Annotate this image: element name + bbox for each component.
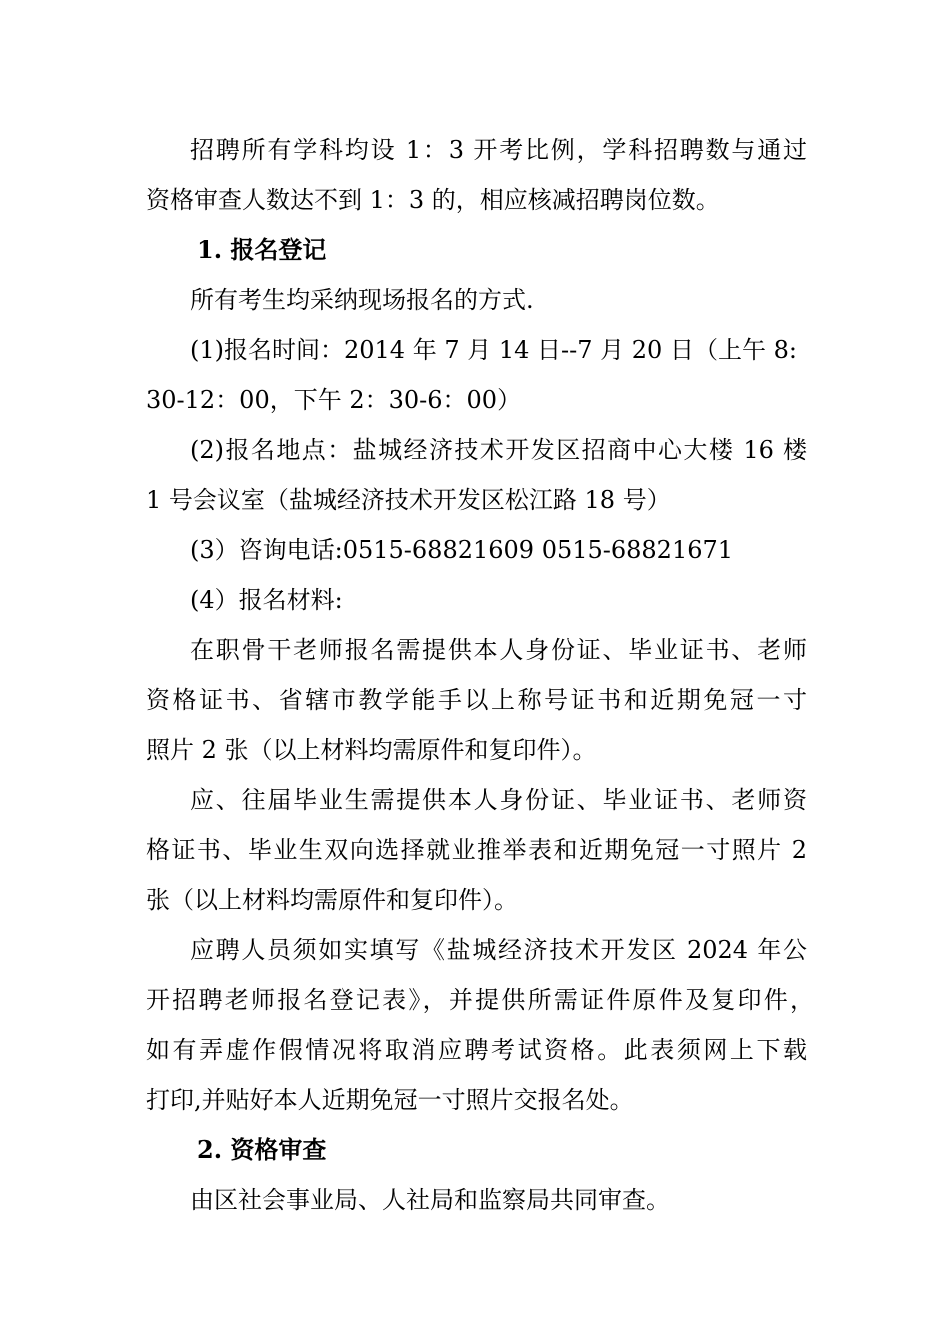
text-line: 应聘人员须如实填写《盐城经济技术开发区 2024 年公 (190, 936, 807, 964)
text-line: 30-12：00，下午 2：30-6：00） (146, 386, 522, 414)
text-line: 资格证书、省辖市教学能手以上称号证书和近期免冠一寸 (146, 686, 807, 714)
text-line: (1)报名时间：2014 年 7 月 14 日--7 月 20 日（上午 8: (190, 336, 797, 364)
text-line: (3）咨询电话:0515-68821609 0515-68821671 (190, 536, 734, 564)
text-line: 招聘所有学科均设 1：3 开考比例，学科招聘数与通过 (190, 136, 807, 164)
text-line: 在职骨干老师报名需提供本人身份证、毕业证书、老师 (190, 636, 807, 664)
text-line: 照片 2 张（以上材料均需原件和复印件）。 (146, 736, 597, 764)
text-line: 所有考生均采纳现场报名的方式. (190, 286, 534, 314)
text-line: 1 号会议室（盐城经济技术开发区松江路 18 号） (146, 486, 671, 514)
text-line: (4）报名材料: (190, 586, 343, 614)
section-heading: 2. 资格审查 (197, 1135, 327, 1164)
text-line: (2)报名地点：盐城经济技术开发区招商中心大楼 16 楼 (190, 436, 807, 464)
text-line: 由区社会事业局、人社局和监察局共同审查。 (190, 1186, 670, 1214)
text-line: 资格审查人数达不到 1：3 的，相应核减招聘岗位数。 (146, 186, 720, 214)
section-heading: 1. 报名登记 (197, 235, 327, 264)
text-line: 开招聘老师报名登记表》，并提供所需证件原件及复印件， (146, 986, 814, 1014)
text-line: 张（以上材料均需原件和复印件）。 (146, 886, 518, 914)
text-line: 如有弄虚作假情况将取消应聘考试资格。此表须网上下载 (146, 1036, 807, 1064)
text-line: 格证书、毕业生双向选择就业推举表和近期免冠一寸照片 2 (146, 836, 807, 864)
text-line: 打印,并贴好本人近期免冠一寸照片交报名处。 (146, 1086, 634, 1114)
text-line: 应、往届毕业生需提供本人身份证、毕业证书、老师资 (190, 786, 807, 814)
